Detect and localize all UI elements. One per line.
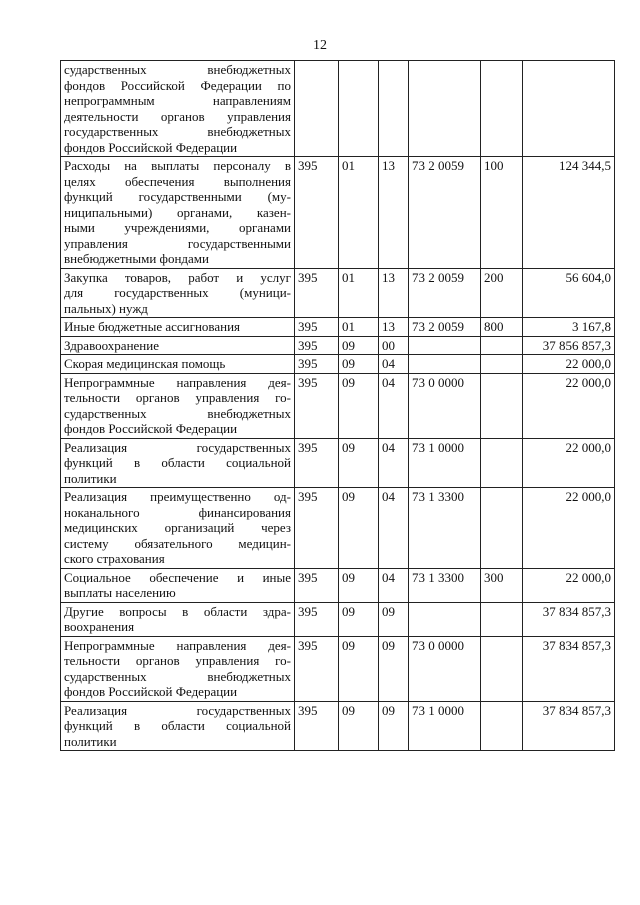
item-name-line: Реализация государственных [64, 702, 291, 718]
expense-type-cell [481, 336, 523, 355]
subsection-code-cell: 09 [379, 636, 409, 701]
table-row [61, 568, 615, 602]
table-row [61, 373, 615, 438]
amount-cell: 37 834 857,3 [523, 636, 615, 701]
item-name-line: непрограммным направлениям [64, 93, 291, 108]
expense-type-cell: 800 [481, 318, 523, 337]
amount-cell: 22 000,0 [523, 568, 615, 602]
item-name-line: тельности органов управления го- [64, 653, 291, 668]
item-name-cell [61, 157, 295, 269]
section-code-cell: 09 [339, 636, 379, 701]
target-article-cell [409, 355, 481, 374]
expense-type-cell [481, 355, 523, 374]
amount-cell: 37 856 857,3 [523, 336, 615, 355]
item-name-line: внебюджетными фондами [64, 251, 209, 266]
target-article-cell: 73 2 0059 [409, 268, 481, 318]
subsection-code-cell: 04 [379, 373, 409, 438]
item-name-cell [61, 488, 295, 569]
table-row [61, 602, 615, 636]
item-name-line: фондов Российской Федерации [64, 684, 238, 699]
item-name-line: функций в области социальной [64, 455, 291, 470]
item-name-cell [61, 268, 295, 318]
table-row [61, 157, 615, 269]
item-name-line: функций государственными (му- [64, 189, 291, 204]
item-name-line: целях обеспечения выполнения [64, 173, 291, 189]
section-code-cell: 01 [339, 157, 379, 269]
target-article-cell: 73 1 0000 [409, 701, 481, 751]
table-row [61, 636, 615, 701]
expense-type-cell [481, 488, 523, 569]
item-name-line: Здравоохранение [64, 337, 159, 353]
grbs-code-cell: 395 [295, 268, 339, 318]
item-name-line: Реализация преимущественно од- [64, 489, 291, 504]
section-code-cell: 01 [339, 268, 379, 318]
page-number: 12 [313, 38, 327, 53]
subsection-code-cell: 00 [379, 336, 409, 355]
subsection-code-cell: 09 [379, 701, 409, 751]
item-name-line: тельности органов управления го- [64, 390, 291, 405]
item-name-line: Другие вопросы в области здра- [64, 603, 291, 619]
item-name-line: ниципальными) органами, казен- [64, 204, 291, 220]
grbs-code-cell: 395 [295, 336, 339, 355]
target-article-cell: 73 1 0000 [409, 438, 481, 488]
item-name-line: Непрограммные направления дея- [64, 374, 291, 390]
grbs-code-cell: 395 [295, 318, 339, 337]
item-name-line: Скорая медицинская помощь [64, 356, 226, 371]
expense-type-cell [481, 438, 523, 488]
item-name-line: систему обязательного медицин- [64, 535, 291, 551]
item-name-line: выплаты населению [64, 585, 176, 600]
grbs-code-cell [295, 61, 339, 157]
subsection-code-cell: 04 [379, 488, 409, 569]
table-row [61, 318, 615, 337]
section-code-cell [339, 61, 379, 157]
target-article-cell: 73 0 0000 [409, 373, 481, 438]
item-name-line: Иные бюджетные ассигнования [64, 319, 241, 334]
amount-cell: 22 000,0 [523, 373, 615, 438]
section-code-cell: 09 [339, 701, 379, 751]
item-name-line: фондов Российской Федерации [64, 421, 238, 436]
item-name-line: Непрограммные направления дея- [64, 637, 291, 653]
subsection-code-cell: 13 [379, 157, 409, 269]
item-name-cell [61, 355, 295, 374]
item-name-line: ноканального финансирования [64, 504, 291, 520]
item-name-line: фондов Российской Федерации [64, 139, 238, 155]
item-name-line: медицинских организаций через [64, 520, 291, 535]
table-row [61, 268, 615, 318]
section-code-cell: 09 [339, 568, 379, 602]
item-name-cell [61, 568, 295, 602]
amount-cell [523, 61, 615, 157]
target-article-cell [409, 336, 481, 355]
item-name-line: сударственных внебюджетных [64, 668, 291, 684]
grbs-code-cell: 395 [295, 157, 339, 269]
grbs-code-cell: 395 [295, 355, 339, 374]
subsection-code-cell: 13 [379, 268, 409, 318]
item-name-cell [61, 373, 295, 438]
table-row [61, 336, 615, 355]
table-row [61, 438, 615, 488]
item-name-cell [61, 318, 295, 337]
item-name-line: Реализация государственных [64, 439, 291, 455]
item-name-line: пальных) нужд [64, 300, 148, 316]
section-code-cell: 09 [339, 438, 379, 488]
amount-cell: 37 834 857,3 [523, 701, 615, 751]
expense-type-cell: 100 [481, 157, 523, 269]
expense-type-cell [481, 636, 523, 701]
expense-type-cell [481, 61, 523, 157]
section-code-cell: 09 [339, 488, 379, 569]
subsection-code-cell: 13 [379, 318, 409, 337]
grbs-code-cell: 395 [295, 568, 339, 602]
amount-cell: 22 000,0 [523, 355, 615, 374]
section-code-cell: 09 [339, 602, 379, 636]
target-article-cell: 73 0 0000 [409, 636, 481, 701]
item-name-line: сударственных внебюджетных [64, 405, 291, 421]
budget-table [60, 60, 615, 751]
amount-cell: 56 604,0 [523, 268, 615, 318]
item-name-line: управления государственными [64, 235, 291, 251]
item-name-line: деятельности органов управления [64, 108, 291, 124]
section-code-cell: 09 [339, 373, 379, 438]
target-article-cell [409, 61, 481, 157]
item-name-line: политики [64, 470, 117, 486]
grbs-code-cell: 395 [295, 636, 339, 701]
grbs-code-cell: 395 [295, 488, 339, 569]
expense-type-cell: 300 [481, 568, 523, 602]
section-code-cell: 01 [339, 318, 379, 337]
expense-type-cell [481, 701, 523, 751]
target-article-cell: 73 1 3300 [409, 568, 481, 602]
item-name-cell [61, 602, 295, 636]
section-code-cell: 09 [339, 336, 379, 355]
target-article-cell: 73 1 3300 [409, 488, 481, 569]
table-row [61, 488, 615, 569]
item-name-line: ского страхования [64, 551, 165, 566]
table-row [61, 355, 615, 374]
subsection-code-cell: 04 [379, 438, 409, 488]
section-code-cell: 09 [339, 355, 379, 374]
expense-type-cell: 200 [481, 268, 523, 318]
subsection-code-cell: 04 [379, 568, 409, 602]
expense-type-cell [481, 373, 523, 438]
item-name-line: сударственных внебюджетных [64, 62, 291, 77]
amount-cell: 22 000,0 [523, 438, 615, 488]
subsection-code-cell: 09 [379, 602, 409, 636]
subsection-code-cell [379, 61, 409, 157]
table-row [61, 701, 615, 751]
amount-cell: 124 344,5 [523, 157, 615, 269]
item-name-line: Закупка товаров, работ и услуг [64, 269, 291, 285]
item-name-line: фондов Российской Федерации по [64, 77, 291, 93]
amount-cell: 3 167,8 [523, 318, 615, 337]
grbs-code-cell: 395 [295, 602, 339, 636]
target-article-cell: 73 2 0059 [409, 157, 481, 269]
item-name-cell [61, 336, 295, 355]
item-name-line: функций в области социальной [64, 718, 291, 733]
item-name-line: Социальное обеспечение и иные [64, 569, 291, 585]
item-name-cell [61, 636, 295, 701]
item-name-cell [61, 438, 295, 488]
target-article-cell: 73 2 0059 [409, 318, 481, 337]
item-name-line: ными учреждениями, органами [64, 220, 291, 235]
table-row [61, 61, 615, 157]
item-name-cell [61, 701, 295, 751]
expense-type-cell [481, 602, 523, 636]
table-body [61, 61, 615, 751]
item-name-cell [61, 61, 295, 157]
amount-cell: 37 834 857,3 [523, 602, 615, 636]
item-name-line: для государственных (муници- [64, 285, 291, 300]
grbs-code-cell: 395 [295, 701, 339, 751]
target-article-cell [409, 602, 481, 636]
amount-cell: 22 000,0 [523, 488, 615, 569]
grbs-code-cell: 395 [295, 438, 339, 488]
item-name-line: государственных внебюджетных [64, 124, 291, 139]
item-name-line: воохранения [64, 619, 135, 634]
grbs-code-cell: 395 [295, 373, 339, 438]
item-name-line: политики [64, 733, 117, 749]
item-name-line: Расходы на выплаты персоналу в [64, 158, 291, 173]
subsection-code-cell: 04 [379, 355, 409, 374]
